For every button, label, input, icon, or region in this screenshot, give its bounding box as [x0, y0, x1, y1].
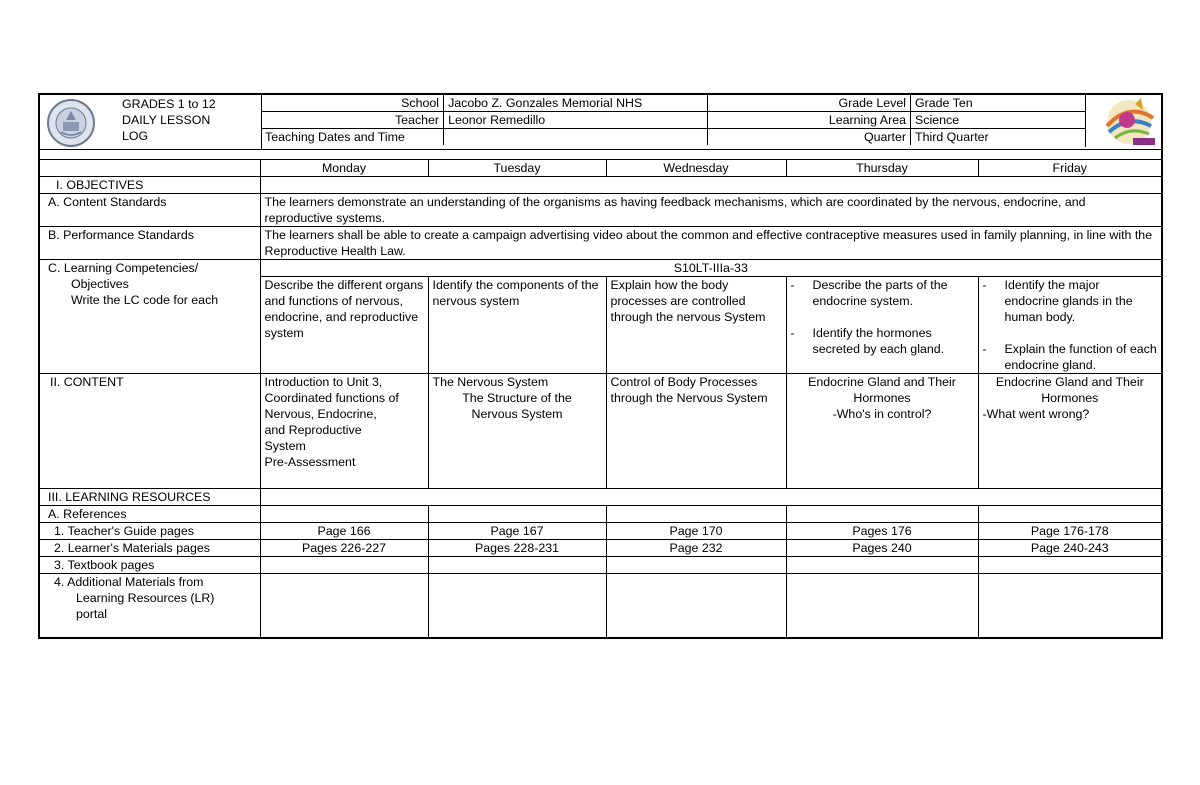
list-spacer [983, 325, 1158, 341]
spacer-row [39, 150, 1162, 160]
content-friday-line-1: Endocrine Gland and Their Hormones [995, 375, 1144, 405]
quarter-label: Quarter [708, 129, 911, 146]
objectives-blank [260, 177, 1162, 194]
content-standards-label: A. Content Standards [39, 194, 260, 227]
daily-lesson-log [38, 93, 1161, 639]
table-cell [978, 557, 1162, 574]
performance-standards-label: B. Performance Standards [39, 227, 260, 260]
tg-thursday: Pages 176 [786, 523, 978, 540]
tg-friday: Page 176-178 [978, 523, 1162, 540]
table-cell [606, 506, 786, 523]
content-monday: Introduction to Unit 3, Coordinated functions of Nervous, Endocrine, and Reproductive System Pre-Assessment [260, 374, 428, 489]
table-cell [786, 574, 978, 638]
lm-thursday: Pages 240 [786, 540, 978, 557]
day-header-friday: Friday [978, 160, 1162, 177]
competencies-label-line-1: C. Learning Competencies/ [48, 261, 199, 275]
day-header-wednesday: Wednesday [606, 160, 786, 177]
table-cell [260, 574, 428, 638]
references-label: A. References [39, 506, 260, 523]
content-tuesday [428, 374, 606, 489]
title-cell [40, 95, 262, 149]
day-header-thursday: Thursday [786, 160, 978, 177]
competencies-label-line-2: Objectives [71, 277, 129, 291]
table-cell [978, 506, 1162, 523]
school-value: Jacobo Z. Gonzales Memorial NHS [444, 95, 708, 112]
teaching-dates-label: Teaching Dates and Time [261, 129, 444, 146]
content-thursday-line-2: -Who's in control? [832, 407, 932, 421]
additional-materials-label [39, 574, 260, 638]
deped-seal-icon [46, 98, 96, 148]
textbook-pages-label: 3. Textbook pages [39, 557, 260, 574]
table-cell [786, 557, 978, 574]
competencies-label-line-3: Write the LC code for each [71, 293, 219, 307]
lm-friday: Page 240-243 [978, 540, 1162, 557]
additional-line-3: portal [76, 607, 107, 621]
table-cell [260, 506, 428, 523]
content-thursday-line-1: Endocrine Gland and Their Hormones [808, 375, 956, 405]
teachers-guide-label: 1. Teacher's Guide pages [39, 523, 260, 540]
learning-area-value: Science [911, 112, 1086, 129]
lm-monday: Pages 226-227 [260, 540, 428, 557]
performance-standards-value: The learners shall be able to create a campaign advertising video about the common and effective contraceptive measures used in family planning, in line with the Reproductive Health Law. [260, 227, 1162, 260]
content-friday-line-2: -What went wrong? [982, 407, 1090, 421]
objective-tuesday: Identify the components of the nervous system [428, 277, 606, 374]
teaching-dates-value [444, 129, 708, 146]
teacher-value: Leonor Remedillo [444, 112, 708, 129]
additional-line-1: 4. Additional Materials from [54, 575, 204, 589]
learning-resources-heading: III. LEARNING RESOURCES [39, 489, 260, 506]
teacher-label: Teacher [261, 112, 444, 129]
list-item: - Identify the major endocrine glands in the human body. [982, 278, 1133, 324]
table-cell [428, 574, 606, 638]
title-line-1: GRADES 1 to 12 [122, 97, 216, 111]
content-tuesday-line-1: The Nervous System [432, 375, 549, 389]
tg-tuesday: Page 167 [428, 523, 606, 540]
list-item: - Identify the hormones secreted by each gland. [790, 326, 945, 356]
tg-wednesday: Page 170 [606, 523, 786, 540]
header-band [39, 94, 1162, 150]
list-item: - Describe the parts of the endocrine system. [790, 278, 948, 308]
learning-competencies-label [39, 260, 260, 374]
table-cell [606, 557, 786, 574]
lc-code: S10LT-IIIa-33 [260, 260, 1162, 277]
objectives-heading: I. OBJECTIVES [39, 177, 260, 194]
content-standards-value: The learners demonstrate an understanding of the organisms as having feedback mechanisms, which are coordinated by the nervous, endocrine, and reproductive systems. [260, 194, 1162, 227]
grade-level-label: Grade Level [708, 95, 911, 112]
content-thursday [786, 374, 978, 489]
content-heading: II. CONTENT [39, 374, 260, 489]
day-header-monday: Monday [260, 160, 428, 177]
log-title [122, 96, 216, 144]
content-tuesday-line-2: The Structure of the Nervous System [462, 391, 572, 421]
objective-wednesday: Explain how the body processes are controlled through the nervous System [606, 277, 786, 374]
school-label: School [261, 95, 444, 112]
learners-materials-label: 2. Learner's Materials pages [39, 540, 260, 557]
table-cell [786, 506, 978, 523]
lesson-log-table [38, 93, 1163, 639]
lm-tuesday: Pages 228-231 [428, 540, 606, 557]
learning-resources-blank [260, 489, 1162, 506]
objective-monday: Describe the different organs and functions of nervous, endocrine, and reproductive system [260, 277, 428, 374]
lr-portal-logo-icon [1097, 96, 1157, 148]
lm-wednesday: Page 232 [606, 540, 786, 557]
table-cell [428, 557, 606, 574]
list-item: - Explain the function of each endocrine gland. [982, 342, 1157, 372]
content-wednesday: Control of Body Processes through the Nervous System [606, 374, 786, 489]
title-line-3: LOG [122, 129, 149, 143]
table-cell [606, 574, 786, 638]
list-spacer [791, 309, 974, 325]
table-cell [428, 506, 606, 523]
additional-line-2: Learning Resources (LR) [76, 591, 215, 605]
grade-level-value: Grade Ten [911, 95, 1086, 112]
title-line-2: DAILY LESSON [122, 113, 211, 127]
learning-area-label: Learning Area [708, 112, 911, 129]
table-cell [260, 557, 428, 574]
tg-monday: Page 166 [260, 523, 428, 540]
objective-friday [978, 277, 1162, 374]
quarter-value: Third Quarter [911, 129, 1086, 147]
content-friday [978, 374, 1162, 489]
days-blank-cell [39, 160, 260, 177]
day-header-tuesday: Tuesday [428, 160, 606, 177]
objective-thursday [786, 277, 978, 374]
table-cell [978, 574, 1162, 638]
